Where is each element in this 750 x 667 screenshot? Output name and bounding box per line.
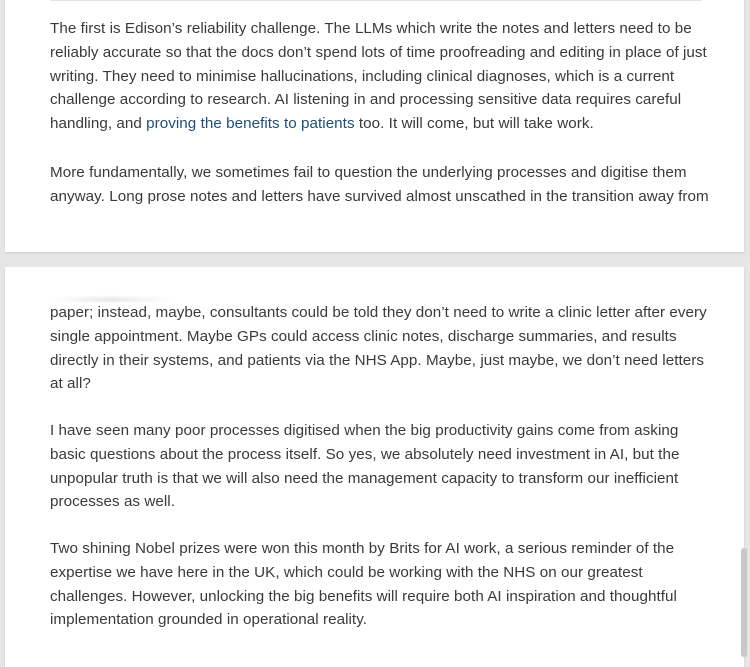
paragraph-paper: [50, 301, 710, 396]
paragraph-reliability: [50, 17, 710, 136]
text-fragment: too. It will come, but will take work.: [354, 115, 594, 133]
text-line: at all?: [50, 375, 91, 393]
text-line: reliably accurate so that the docs don’t spend lots of time proofreading and editing in place of just: [50, 43, 707, 61]
text-line: Two shining Nobel prizes were won this month by Brits for AI work, a serious reminder of the: [50, 540, 675, 557]
text-line: More fundamentally, we sometimes fail to question the underlying processes and digitise them: [50, 164, 687, 181]
text-line: expertise we have here in the UK, which could be working with the NHS on our greatest: [50, 563, 643, 581]
text-fragment: handling, and: [50, 115, 147, 133]
benefits-to-patients-link[interactable]: proving the benefits to patients: [146, 115, 355, 133]
text-line: processes as well.: [50, 493, 175, 511]
text-line: anyway. Long prose notes and letters have survived almost unscathed in the transition away from: [50, 187, 709, 205]
text-line: unpopular truth is that we will also need the management capacity to transform our inefficient: [50, 469, 679, 487]
paragraph-nobel-prizes: [50, 537, 710, 632]
paragraph-fundamentally: [50, 161, 710, 209]
text-line: single appointment. Maybe GPs could access clinic notes, discharge summaries, and results: [50, 327, 677, 345]
text-line: paper; instead, maybe, consultants could be told they don’t need to write a clinic letter after every: [50, 304, 707, 321]
text-line: I have seen many poor processes digitised when the big productivity gains come from asking: [50, 422, 679, 439]
text-line: implementation grounded in operational reality.: [50, 611, 367, 629]
text-line: challenge according to research. AI listening in and processing sensitive data requires careful: [50, 91, 682, 109]
text-line: basic questions about the process itself. So yes, we absolutely need investment in AI, but the: [50, 445, 680, 463]
text-line: writing. They need to minimise hallucinations, including clinical diagnoses, which is a current: [50, 67, 675, 85]
text-line: directly in their systems, and patients via the NHS App. Maybe, just maybe, we don’t need letters: [50, 351, 705, 369]
vertical-scrollbar[interactable]: [741, 548, 747, 657]
article-page-2: [5, 267, 744, 667]
divider: [50, 0, 702, 1]
text-line: The first is Edison’s reliability challenge. The LLMs which write the notes and letters need to be: [50, 20, 692, 37]
text-line: challenges. However, unlocking the big benefits will require both AI inspiration and thoughtful: [50, 587, 677, 605]
paragraph-poor-processes: [50, 419, 710, 514]
article-page-1: [5, 0, 744, 252]
text-line: [50, 112, 710, 136]
